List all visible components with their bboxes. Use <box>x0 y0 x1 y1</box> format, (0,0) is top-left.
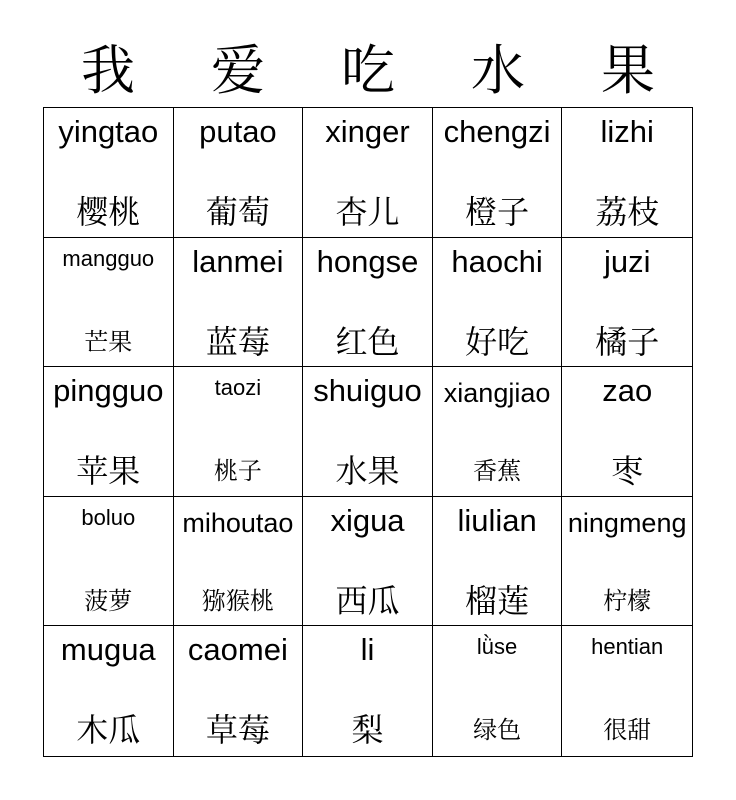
cell-pinyin: lanmei <box>192 243 284 279</box>
cell-hanzi: 桃子 <box>213 457 262 486</box>
cell-hanzi: 草莓 <box>205 711 270 750</box>
bingo-cell[interactable] <box>44 108 174 238</box>
cell-pinyin: mugua <box>60 632 156 668</box>
cell-hanzi: 红色 <box>335 322 400 361</box>
cell-hanzi: 蓝莓 <box>205 322 270 361</box>
bingo-cell[interactable] <box>562 497 692 627</box>
cell-hanzi: 梨 <box>351 711 384 750</box>
cell-pinyin: yingtao <box>58 114 159 149</box>
bingo-cell[interactable] <box>44 497 174 627</box>
bingo-cell[interactable] <box>303 108 433 238</box>
cell-pinyin: haochi <box>451 243 543 279</box>
cell-hanzi: 菠萝 <box>84 586 133 615</box>
cell-pinyin: juzi <box>603 243 651 279</box>
bingo-board <box>43 107 693 757</box>
cell-pinyin: li <box>360 632 375 668</box>
cell-pinyin: mihoutao <box>182 507 294 538</box>
bingo-cell[interactable] <box>303 497 433 627</box>
cell-hanzi: 葡萄 <box>205 193 270 231</box>
bingo-cell[interactable] <box>562 238 692 368</box>
cell-pinyin: pingguo <box>53 373 164 409</box>
cell-hanzi: 香蕉 <box>473 457 522 486</box>
cell-pinyin: mangguo <box>62 245 155 271</box>
cell-pinyin: liulian <box>457 502 537 538</box>
cell-hanzi: 水果 <box>335 452 400 491</box>
cell-pinyin: caomei <box>187 632 288 668</box>
cell-pinyin: zao <box>602 373 653 409</box>
bingo-cell[interactable] <box>433 238 563 368</box>
title-char: 水 <box>471 39 525 102</box>
cell-hanzi: 樱桃 <box>76 193 141 231</box>
cell-pinyin: taozi <box>214 375 262 401</box>
bingo-cell[interactable] <box>44 367 174 497</box>
cell-pinyin: hentian <box>591 634 664 660</box>
cell-hanzi: 木瓜 <box>76 711 141 750</box>
cell-hanzi: 西瓜 <box>335 581 400 620</box>
bingo-cell[interactable] <box>174 497 304 627</box>
bingo-cell[interactable] <box>303 367 433 497</box>
cell-pinyin: boluo <box>81 504 136 530</box>
bingo-cell[interactable] <box>562 367 692 497</box>
title-char: 我 <box>81 39 135 102</box>
bingo-cell[interactable] <box>174 238 304 368</box>
cell-pinyin: shuiguo <box>313 373 422 409</box>
cell-hanzi: 柠檬 <box>603 586 652 615</box>
bingo-cell[interactable] <box>562 626 692 756</box>
cell-hanzi: 苹果 <box>76 452 141 491</box>
cell-hanzi: 很甜 <box>603 716 652 745</box>
cell-pinyin: xinger <box>325 114 410 149</box>
cell-hanzi: 绿色 <box>473 716 522 745</box>
cell-pinyin: chengzi <box>443 114 551 149</box>
cell-hanzi: 好吃 <box>465 322 530 361</box>
bingo-cell[interactable] <box>303 626 433 756</box>
cell-hanzi: 杏儿 <box>335 193 400 231</box>
cell-pinyin: lǜse <box>476 634 518 660</box>
title-char: 果 <box>601 39 655 102</box>
bingo-cell[interactable] <box>44 626 174 756</box>
cell-hanzi: 橘子 <box>595 322 660 361</box>
bingo-cell[interactable] <box>433 108 563 238</box>
cell-pinyin: xigua <box>330 502 405 538</box>
cell-hanzi: 猕猴桃 <box>201 586 274 615</box>
cell-hanzi: 芒果 <box>84 327 133 356</box>
title-char: 吃 <box>341 39 395 102</box>
cell-pinyin: xiangjiao <box>443 378 551 409</box>
bingo-cell[interactable] <box>433 367 563 497</box>
bingo-cell[interactable] <box>562 108 692 238</box>
cell-pinyin: lizhi <box>600 114 654 149</box>
bingo-cell[interactable] <box>303 238 433 368</box>
cell-pinyin: ningmeng <box>567 507 687 538</box>
card-title <box>43 36 693 106</box>
bingo-cell[interactable] <box>174 367 304 497</box>
cell-hanzi: 橙子 <box>465 193 530 231</box>
cell-hanzi: 荔枝 <box>595 193 660 231</box>
bingo-cell[interactable] <box>433 626 563 756</box>
bingo-cell[interactable] <box>433 497 563 627</box>
bingo-cell[interactable] <box>174 626 304 756</box>
cell-pinyin: hongse <box>316 243 419 279</box>
title-char: 爱 <box>211 39 265 102</box>
cell-hanzi: 榴莲 <box>465 581 530 620</box>
bingo-cell[interactable] <box>174 108 304 238</box>
bingo-cell[interactable] <box>44 238 174 368</box>
cell-hanzi: 枣 <box>611 452 644 491</box>
cell-pinyin: putao <box>199 114 277 149</box>
